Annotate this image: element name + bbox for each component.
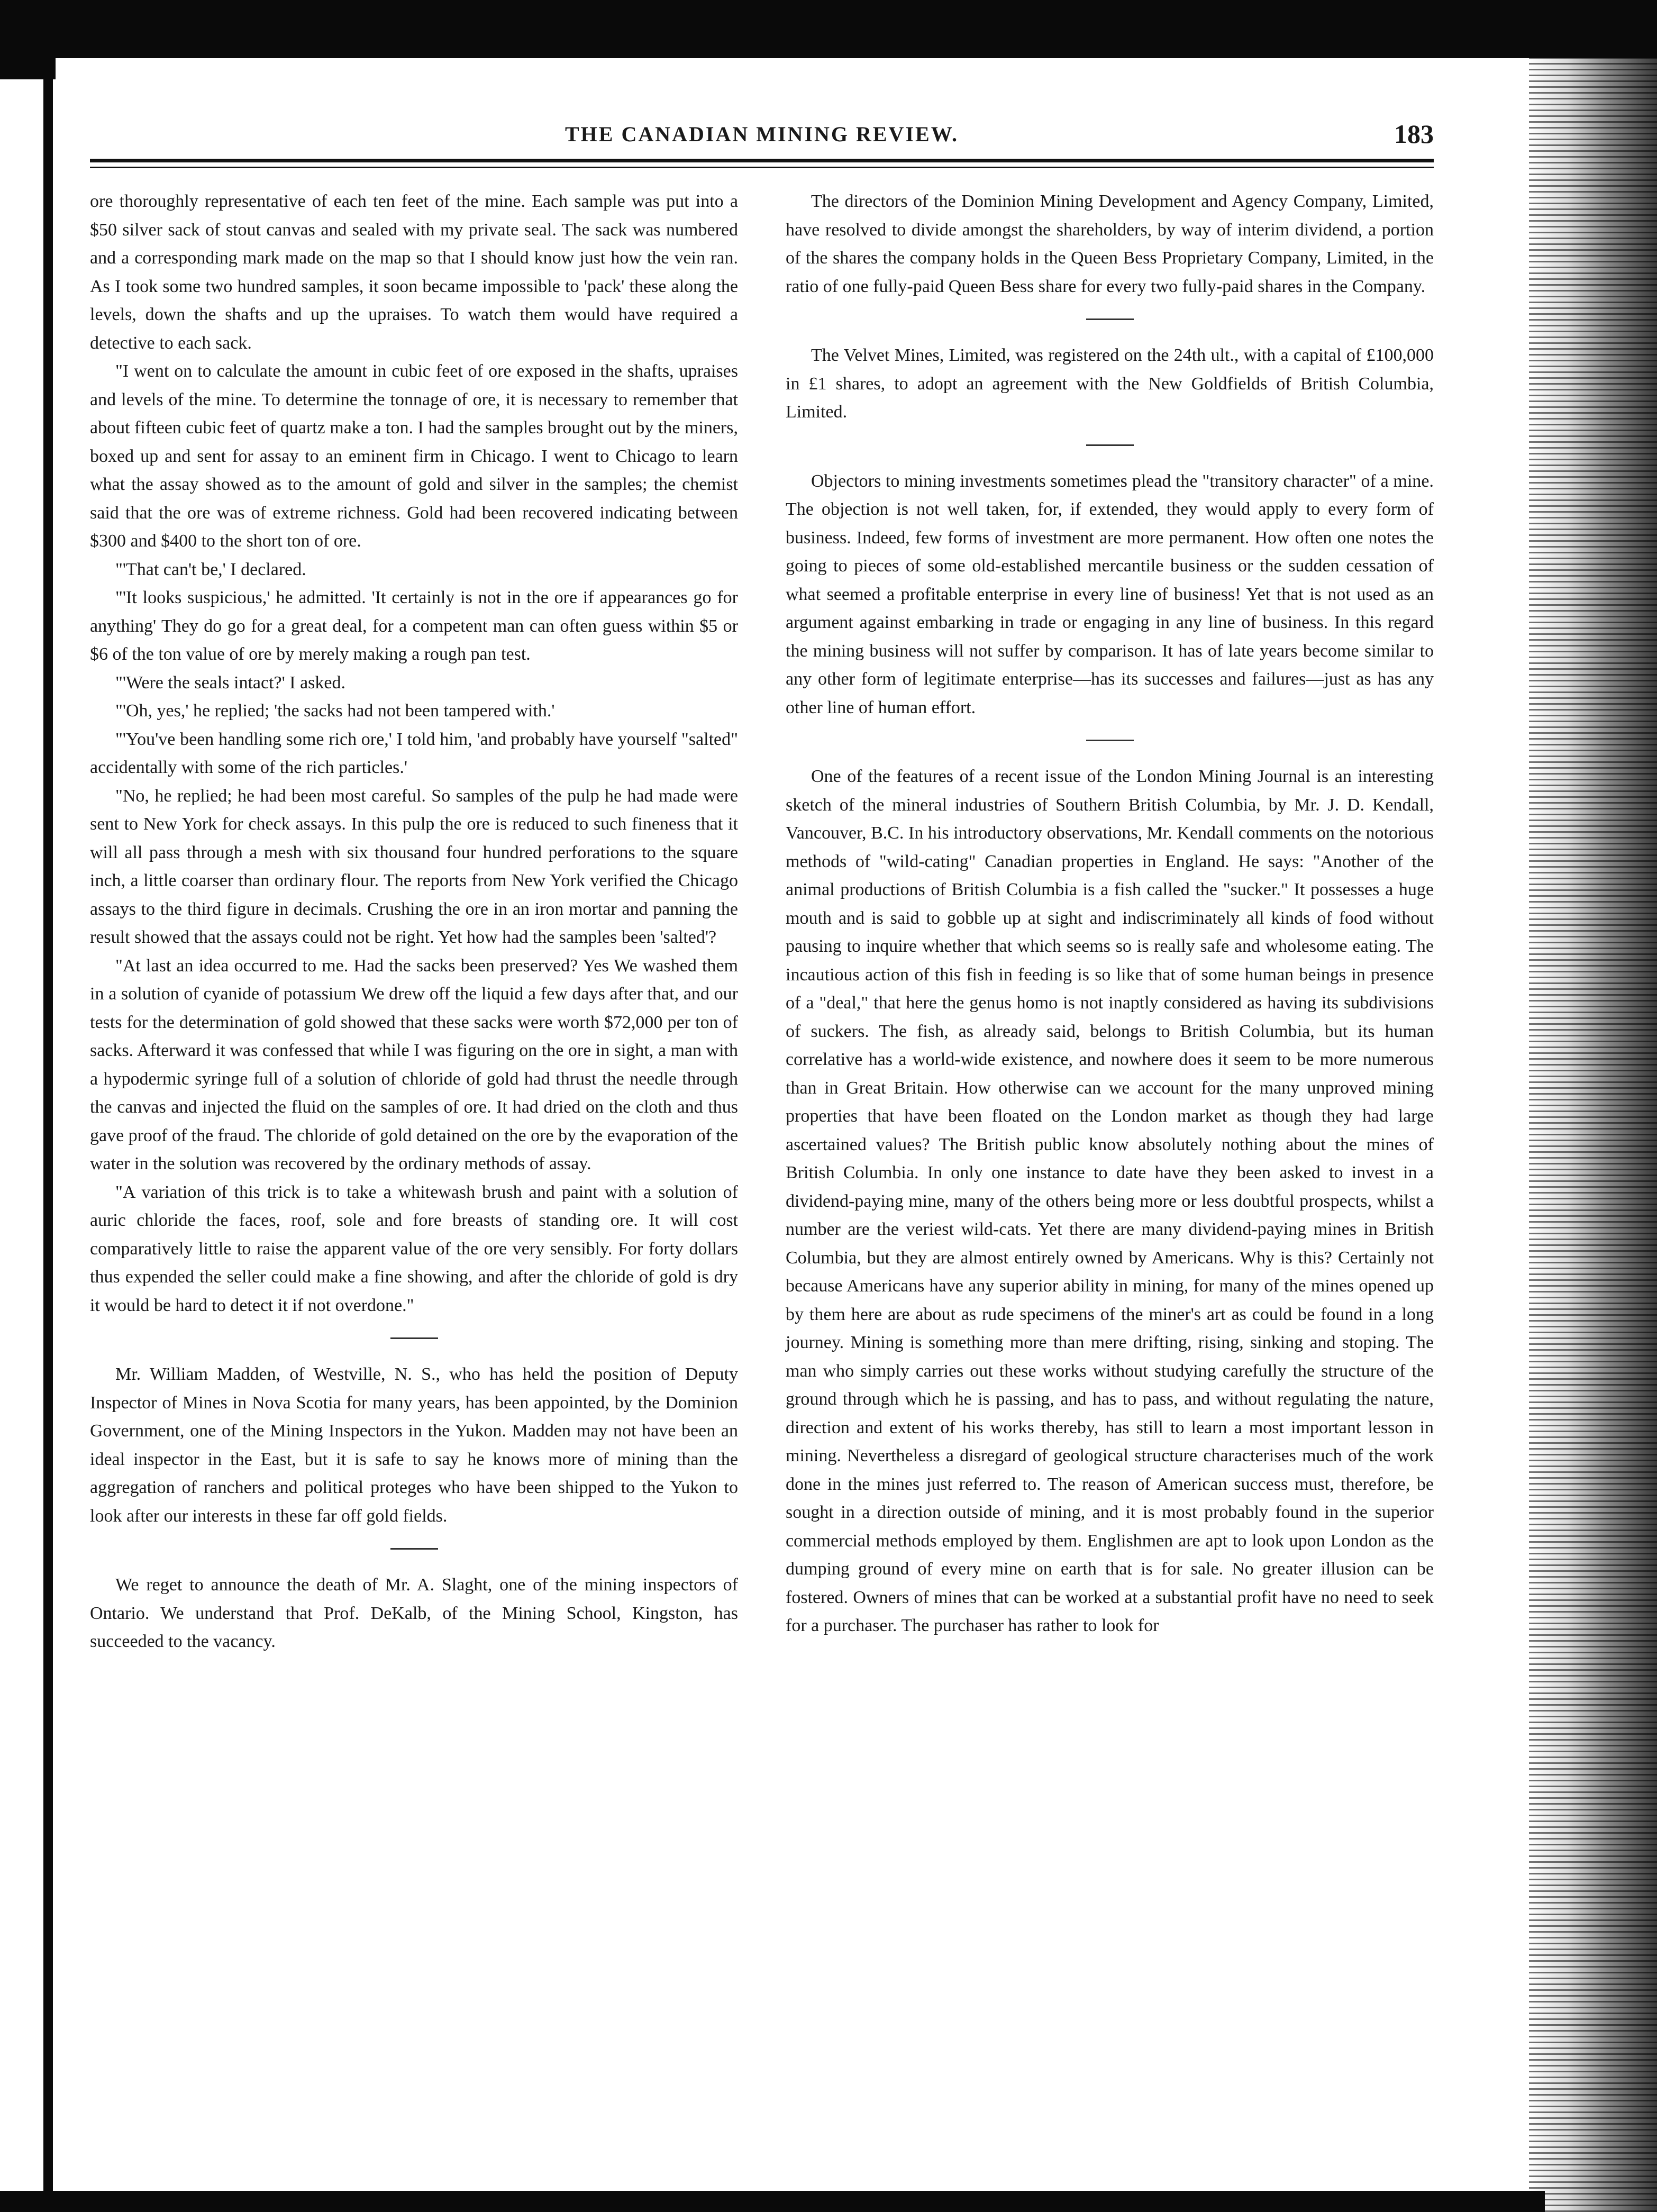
paragraph: "'Were the seals intact?' I asked. bbox=[115, 672, 345, 693]
running-title: THE CANADIAN MINING REVIEW. bbox=[565, 122, 959, 146]
paragraph: ore thoroughly representative of each ten feet of the mine. Each sample was put into a $50 silver sack of stout canvas and sealed with my private seal. The sack was numbered and a corresponding mark made on the map so that I should know just how the vein ran. As I took some two hundred samples, it soon became impossible to 'pack' these along the levels, down the shafts and up the upraises. To watch them would have required a detective to each sack. bbox=[90, 192, 738, 353]
scan-left-border bbox=[43, 53, 53, 2212]
paragraph: "'You've been handling some rich ore,' I told him, 'and probably have yourself "salted" accidentally with some of the rich particles.' bbox=[90, 729, 738, 777]
scan-top-border bbox=[0, 0, 1657, 58]
header-rule-thin bbox=[90, 167, 1434, 168]
section-divider bbox=[1086, 318, 1134, 320]
right-column bbox=[786, 187, 1434, 1656]
paragraph: "'That can't be,' I declared. bbox=[115, 559, 306, 579]
section-divider bbox=[390, 1548, 438, 1550]
paragraph: "No, he replied; he had been most careful. So samples of the pulp he had made were sent to New York for check assays. In this pulp the ore is reduced to such fineness that it will all pass through a mesh with six thousand four hundred perforations to the square inch, a little coarser than ordinary flour. The reports from New York verified the Chicago assays to the third figure in decimals. Crushing the ore in an iron mortar and panning the result showed that the assays could not be right. Yet how had the samples been 'salted'? bbox=[90, 786, 738, 947]
section-divider bbox=[390, 1337, 438, 1339]
paragraph: The Velvet Mines, Limited, was registered on the 24th ult., with a capital of £100,000 in £1 shares, to adopt an agreement with the New Goldfields of British Columbia, Limited. bbox=[786, 345, 1434, 422]
page-header bbox=[90, 119, 1434, 159]
scan-right-edge-shadow bbox=[1529, 58, 1657, 2212]
left-column bbox=[90, 187, 738, 1656]
header-rule-thick bbox=[90, 159, 1434, 162]
paragraph: One of the features of a recent issue of the London Mining Journal is an interesting sketch of the mineral industries of Southern British Columbia, by Mr. J. D. Kendall, Vancouver, B.C. In his introductory observations, Mr. Kendall comments on the notorious methods of "wild-cating" Canadian properties in England. He says: "Another of the animal productions of British Columbia is a fish called the "sucker." It possesses a huge mouth and is said to gobble up at sight and indiscriminately all kinds of food without pausing to inquire whether that which seems so is really safe and wholesome eating. The incautious action of this fish in feeding is so like that of some human beings in presence of a "deal," that here the genus homo is not inaptly considered as having its subdivisions of suckers. The fish, as already said, belongs to British Columbia, but its human correlative has a world-wide existence, and nowhere does it seem to be more numerous than in Great Britain. How otherwise can we account for the many unproved mining properties that have been floated on the London market as though they had large ascertained values? The British public know absolutely nothing about the mines of British Columbia. In only one instance to date have they been asked to invest in a dividend-paying mine, many of the others being more or less doubtful prospects, whilst a number are the veriest wild-cats. Yet there are many dividend-paying mines in British Columbia, but they are almost entirely owned by Americans. Why is this? Certainly not because Americans have any superior ability in mining, for many of the mines opened up by them here are about as rude specimens of the miner's art as could be found in a long journey. Mining is something more than mere drifting, rising, sinking and stoping. The man who simply carries out these works without studying carefully the structure of the ground through which he is passing, and has to pass, and without regulating the nature, direction and extent of his works thereby, has still to learn a most important lesson in mining. Nevertheless a disregard of geological structure characterises much of the work done in the mines just referred to. The reason of American success must, therefore, be sought in a direction outside of mining, and it is most probably found in the superior commercial methods employed by them. Englishmen are apt to look upon London as the dumping ground of every mine on earth that is for sale. No greater illusion can be fostered. Owners of mines that can be worked at a substantial profit have no need to seek for a purchaser. The purchaser has rather to look for bbox=[786, 767, 1434, 1635]
paragraph: Objectors to mining investments sometimes plead the "transitory character" of a mine. The objection is not well taken, for, if extended, they would apply to every form of business. Indeed, few forms of investment are more permanent. How often one notes the going to pieces of some old-established mercantile business or the sudden cessation of what seemed a profitable enterprise in every line of business! Yet that is not used as an argument against embarking in trade or engaging in any line of business. In this regard the mining business will not suffer by comparison. It has of late years become similar to any other form of legitimate enterprise—has its successes and failures—just as has any other line of human effort. bbox=[786, 471, 1434, 717]
paragraph: "I went on to calculate the amount in cubic feet of ore exposed in the shafts, upraises and levels of the mine. To determine the tonnage of ore, it is necessary to remember that about fifteen cubic feet of quartz make a ton. I had the samples brought out by the miners, boxed up and sent for assay to an eminent firm in Chicago. I went to Chicago to learn what the assay showed as to the amount of gold and silver in the samples; the chemist said that the ore was of extreme richness. Gold had been recovered indicating between $300 and $400 to the short ton of ore. bbox=[90, 361, 738, 551]
paragraph: "'It looks suspicious,' he admitted. 'It certainly is not in the ore if appearances go for anything' They do go for a great deal, for a competent man can often guess within $5 or $6 of the ton value of ore by merely making a rough pan test. bbox=[90, 588, 738, 664]
section-divider bbox=[1086, 740, 1134, 741]
paragraph: "'Oh, yes,' he replied; 'the sacks had not been tampered with.' bbox=[115, 701, 555, 721]
text-columns bbox=[90, 187, 1434, 1656]
paragraph: Mr. William Madden, of Westville, N. S., who has held the position of Deputy Inspector of Mines in Nova Scotia for many years, has been appointed, by the Dominion Government, one of the Mining Inspectors in the Yukon. Madden may not have been an ideal inspector in the East, but it is safe to say he knows more of mining than the aggregation of ranchers and political proteges who have been shipped to the Yukon to look after our interests in these far off gold fields. bbox=[90, 1364, 738, 1526]
paragraph: We reget to announce the death of Mr. A. Slaght, one of the mining inspectors of Ontario. We understand that Prof. DeKalb, of the Mining School, Kingston, has succeeded to the vacancy. bbox=[90, 1575, 738, 1651]
section-divider bbox=[1086, 444, 1134, 446]
page-number: 183 bbox=[1394, 119, 1434, 149]
paragraph: The directors of the Dominion Mining Development and Agency Company, Limited, have resolved to divide amongst the shareholders, by way of interim dividend, a portion of the shares the company holds in the Queen Bess Proprietary Company, Limited, in the ratio of one fully-paid Queen Bess share for every two fully-paid shares in the Company. bbox=[786, 192, 1434, 296]
paragraph: "At last an idea occurred to me. Had the sacks been preserved? Yes We washed them in a solution of cyanide of potassium We drew off the liquid a few days after that, and our tests for the determination of gold showed that these sacks were worth $72,000 per ton of sacks. Afterward it was confessed that while I was figuring on the ore in sight, a man with a hypodermic syringe full of a solution of chloride of gold had thrust the needle through the canvas and injected the fluid on the samples of ore. It had dried on the cloth and thus gave proof of the fraud. The chloride of gold detained on the ore by the evaporation of the water in the solution was recovered by the ordinary methods of assay. bbox=[90, 955, 738, 1173]
document-page bbox=[90, 119, 1434, 1656]
scan-bottom-border bbox=[0, 2191, 1545, 2212]
paragraph: "A variation of this trick is to take a whitewash brush and paint with a solution of auric chloride the faces, roof, sole and fore breasts of standing ore. It will cost comparatively little to raise the apparent value of the ore very sensibly. For forty dollars thus expended the seller could make a fine showing, and after the chloride of gold is dry it would be hard to detect it if not overdone." bbox=[90, 1182, 738, 1315]
